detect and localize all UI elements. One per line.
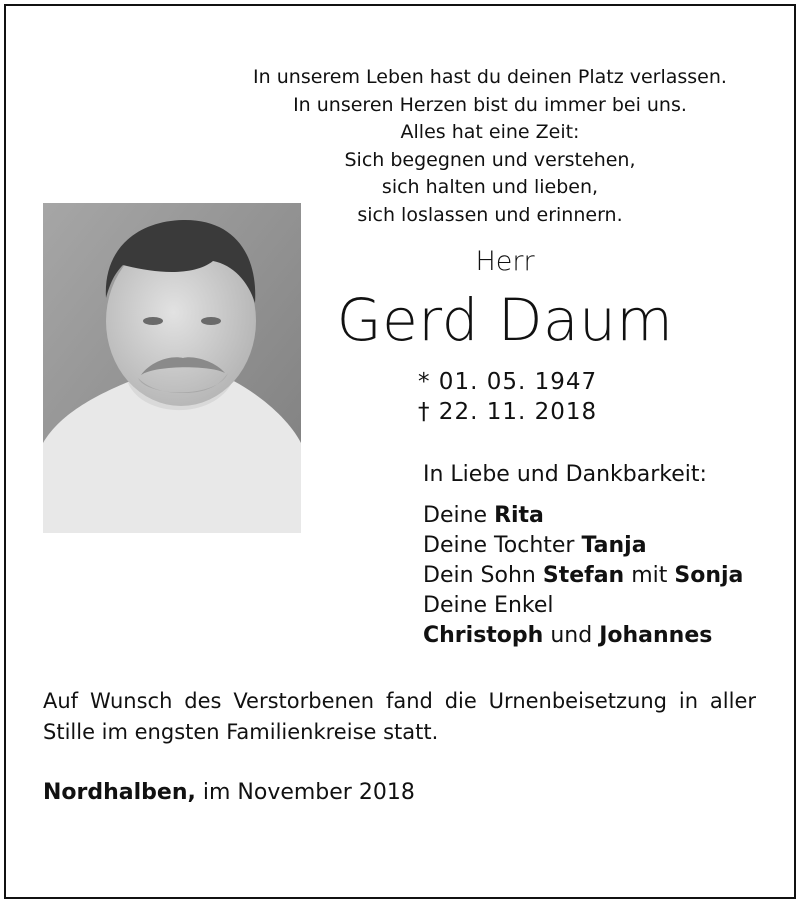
mourner-row <box>423 621 743 651</box>
mourner-name: Stefan <box>542 563 625 588</box>
mourner-joiner: mit <box>624 563 675 588</box>
poem-line: In unseren Herzen bist du immer bei uns. <box>293 93 687 116</box>
mourner-name: Johannes <box>599 623 713 648</box>
poem-line: sich halten und lieben, <box>381 176 599 198</box>
mourner-name: Rita <box>494 503 544 528</box>
mourners-intro: In Liebe und Dankbarkeit: <box>423 462 707 487</box>
poem-line: sich loslassen und erinnern. <box>357 203 623 226</box>
mourner-name: Christoph <box>423 623 544 648</box>
place-town: Nordhalben, <box>43 780 196 805</box>
mourners <box>423 460 743 651</box>
poem-line: Alles hat eine Zeit: <box>400 121 580 143</box>
mourner-row <box>423 501 743 531</box>
death-date: † 22. 11. 2018 <box>418 399 598 425</box>
mourner-name: Sonja <box>674 563 744 588</box>
mourner-row <box>423 591 743 621</box>
birth-date: * 01. 05. 1947 <box>418 369 598 395</box>
poem-line: In unserem Leben hast du deinen Platz verlassen. <box>253 66 727 88</box>
mourner-joiner: und <box>543 623 600 648</box>
mourner-relation: Deine <box>423 503 495 528</box>
mourner-relation: Deine Tochter <box>423 533 582 558</box>
mourner-row <box>423 561 743 591</box>
honorific: Herr <box>475 246 535 277</box>
burial-notice: Auf Wunsch des Verstorbenen fand die Urnenbeisetzung in aller Stille im engsten Familienkreise statt. <box>43 689 756 744</box>
mourner-name: Tanja <box>581 533 647 558</box>
mourner-relation: Deine Enkel <box>423 593 554 618</box>
place-and-date <box>43 780 415 805</box>
poem-line: Sich begegnen und verstehen, <box>344 148 636 171</box>
mourner-relation: Dein Sohn <box>423 563 543 588</box>
deceased-name: Gerd Daum <box>336 286 674 354</box>
life-dates <box>418 367 597 427</box>
portrait-photo <box>43 203 301 533</box>
place-date: im November 2018 <box>195 780 415 805</box>
mourner-row <box>423 531 743 561</box>
